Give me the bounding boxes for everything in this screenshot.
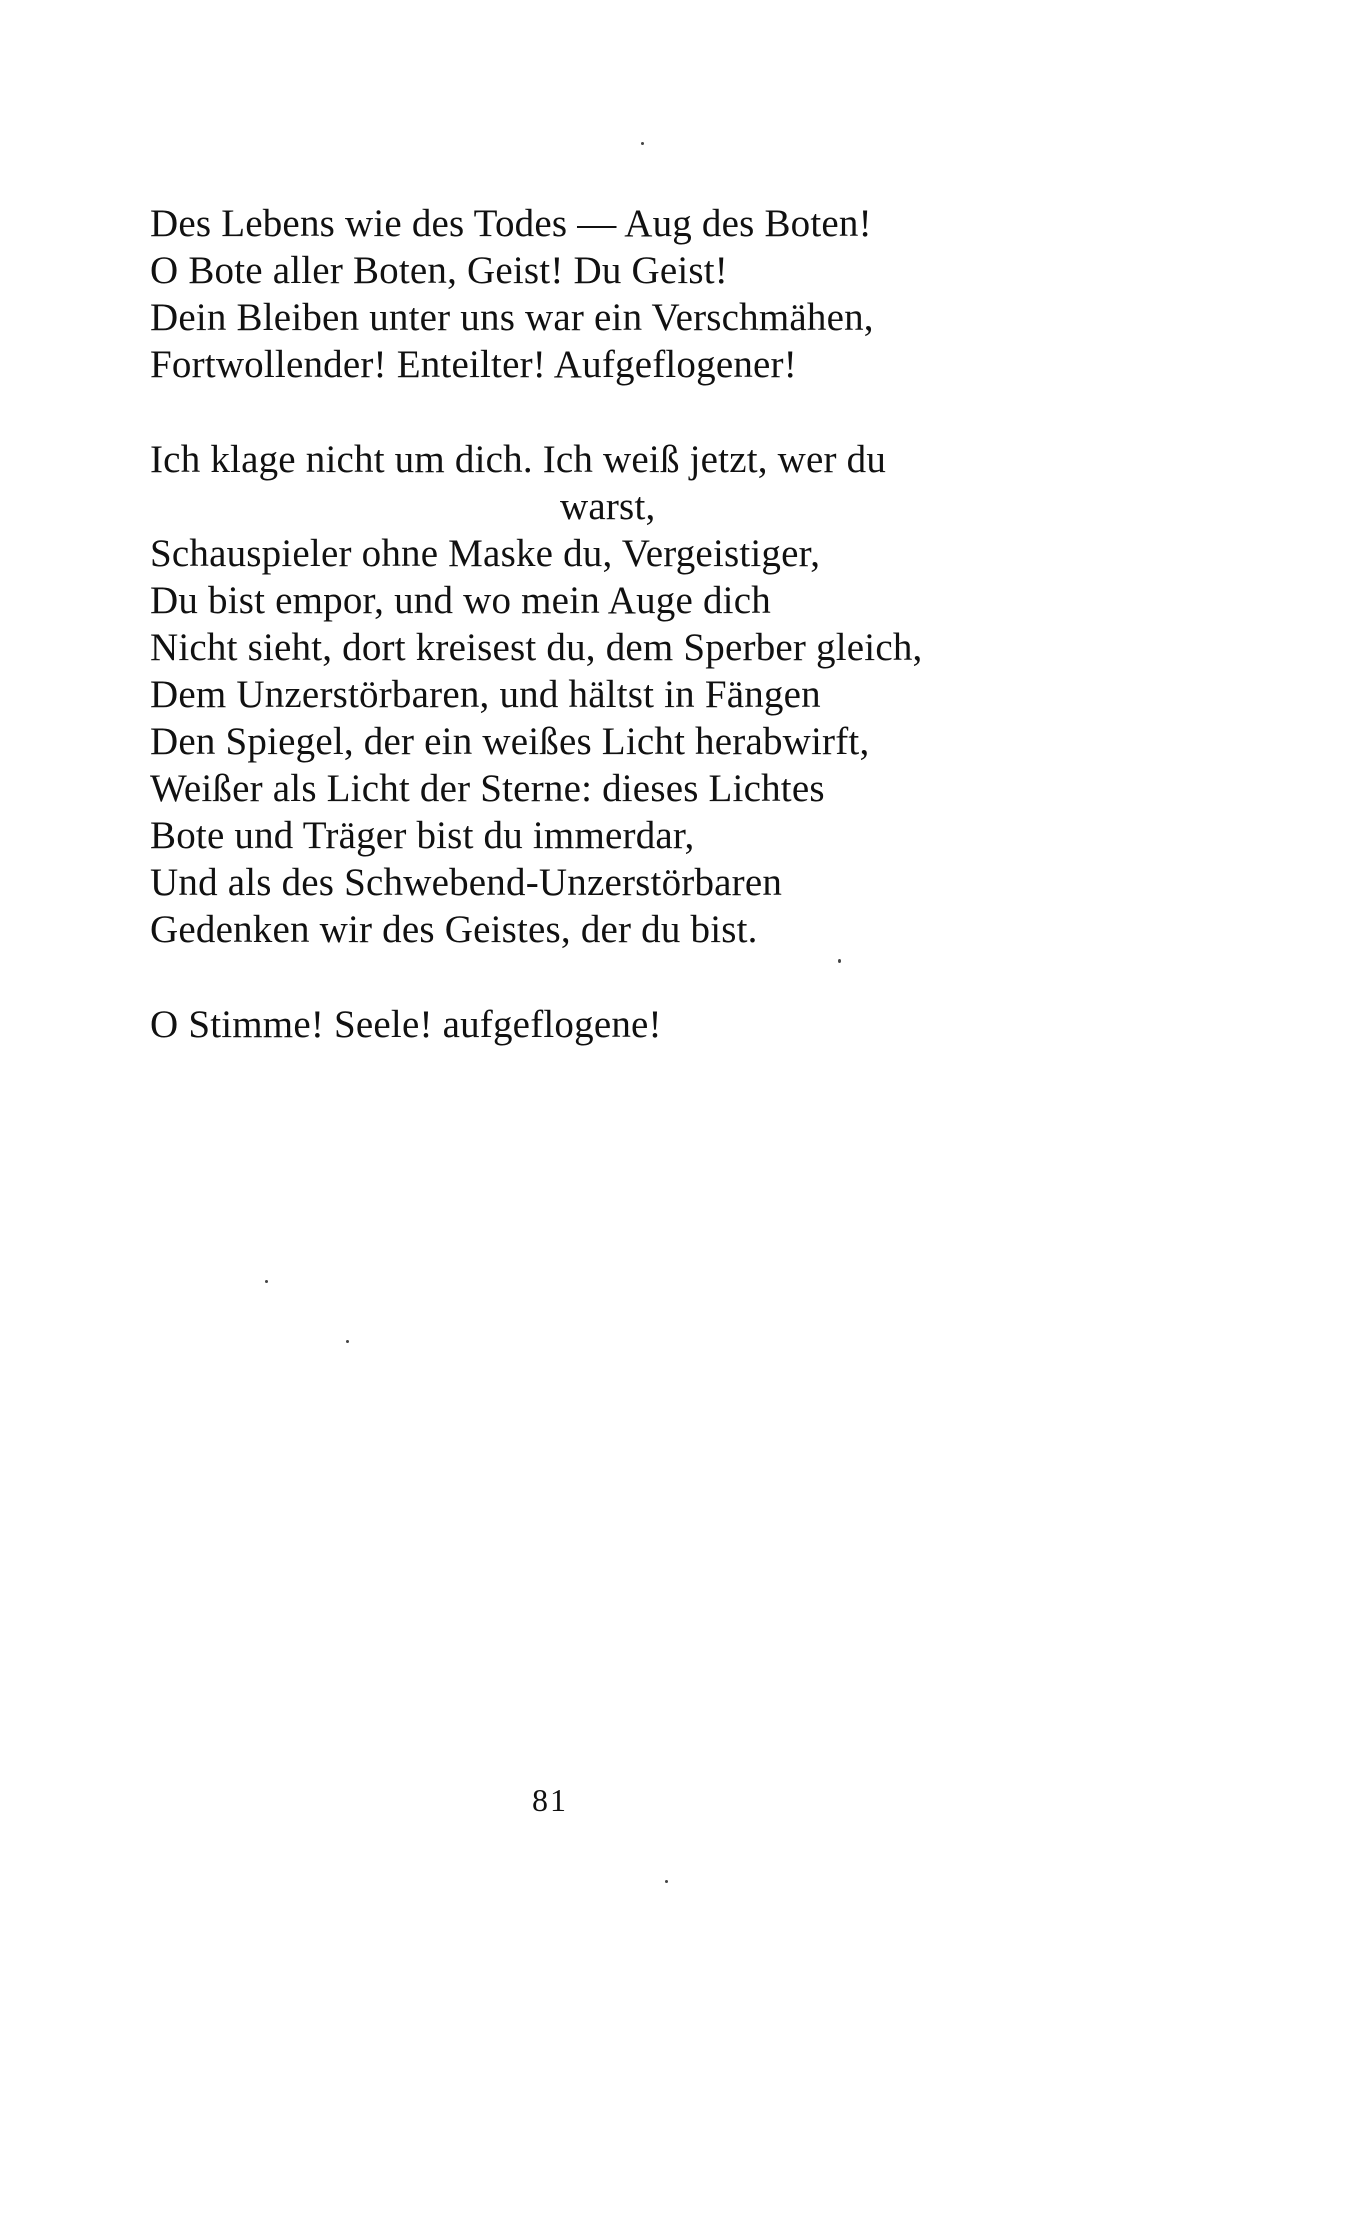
poem-line: O Stimme! Seele! aufgeflogene! [150, 1003, 662, 1046]
poem [150, 200, 1150, 1048]
poem-line: Gedenken wir des Geistes, der du bist. [150, 908, 758, 951]
poem-line: Bote und Träger bist du immerdar, [150, 814, 695, 857]
poem-line: Dein Bleiben unter uns war ein Verschmähen, [150, 296, 874, 339]
stanza-gap [150, 953, 1150, 1001]
poem-line-continuation: warst, [560, 485, 656, 528]
poem-line: Du bist empor, und wo mein Auge dich [150, 579, 771, 622]
poem-line: Den Spiegel, der ein weißes Licht herabwirft, [150, 720, 870, 763]
page-number: 81 [532, 1782, 568, 1818]
poem-line: Weißer als Licht der Sterne: dieses Lichtes [150, 767, 825, 810]
stanza-2 [150, 436, 1150, 953]
scan-speck [265, 1280, 268, 1283]
poem-line: Dem Unzerstörbaren, und hältst in Fängen [150, 673, 821, 716]
scan-speck [346, 1340, 349, 1343]
scan-speck [641, 142, 644, 145]
stanza-1 [150, 200, 1150, 388]
poem-line: Und als des Schwebend-Unzerstörbaren [150, 861, 783, 904]
poem-line: Nicht sieht, dort kreisest du, dem Sperber gleich, [150, 626, 923, 669]
poem-line: Fortwollender! Enteilter! Aufgeflogener! [150, 343, 797, 386]
scan-speck [665, 1880, 668, 1883]
poem-line: O Bote aller Boten, Geist! Du Geist! [150, 249, 728, 292]
poem-line: Ich klage nicht um dich. Ich weiß jetzt, wer du [150, 438, 887, 481]
poem-line: Schauspieler ohne Maske du, Vergeistiger, [150, 532, 821, 575]
poem-line: Des Lebens wie des Todes — Aug des Boten! [150, 202, 872, 245]
stanza-3 [150, 1001, 1150, 1048]
stanza-gap [150, 388, 1150, 436]
